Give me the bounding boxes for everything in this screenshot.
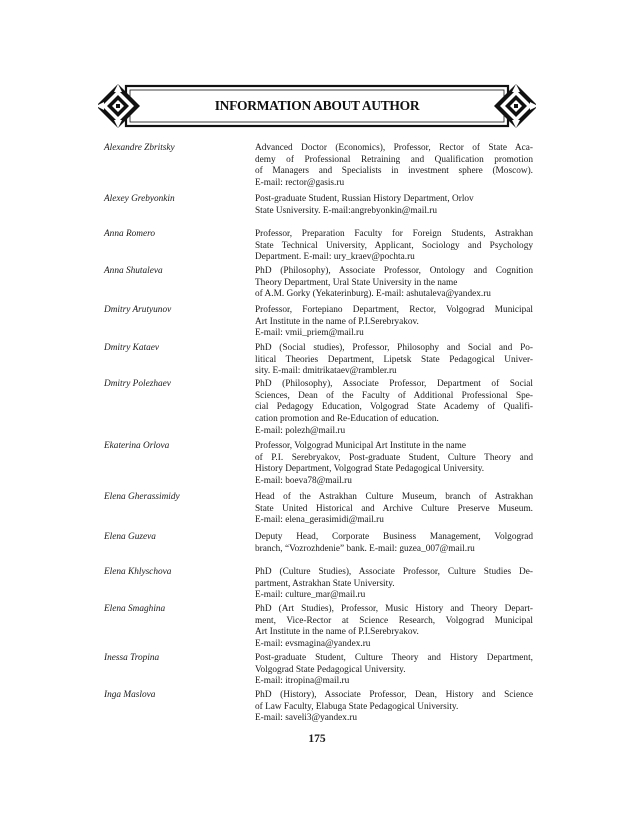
author-name: Ekaterina Orlova (104, 441, 170, 451)
description-line: PhD (Philosophy), Associate Professor, Ontology and Cognition (255, 266, 533, 276)
description-line: E-mail: boeva78@mail.ru (255, 476, 352, 487)
description-line: Volgograd State Pedagogical University. (255, 664, 406, 675)
description-line: State Usniversity. E-mail:angrebyonkin@mail.ru (255, 205, 437, 216)
description-line: E-mail: itropina@mail.ru (255, 676, 350, 687)
author-name: Elena Smaghina (104, 604, 166, 614)
author-name: Elena Guzeva (104, 532, 156, 542)
author-description (255, 492, 533, 527)
description-line: E-mail: saveli3@yandex.ru (255, 713, 358, 724)
author-name: Alexey Grebyonkin (104, 194, 175, 204)
author-name: Inga Maslova (104, 690, 156, 700)
description-line: PhD (Social studies), Professor, Philosophy and Social and Po- (255, 343, 533, 353)
description-line: sity. E-mail: dmitrikataev@rambler.ru (255, 366, 397, 377)
description-line: Post-graduate Student, Culture Theory and History Department, (255, 653, 533, 663)
description-line: Sciences, Dean of the Faculty of Additional Professional Spe- (255, 390, 533, 401)
description-line: of Law Faculty, Elabuga State Pedagogical University. (255, 701, 459, 712)
author-description (255, 229, 533, 264)
author-name: Elena Khlyschova (104, 567, 172, 577)
author-description (255, 532, 533, 555)
author-description (255, 343, 533, 378)
page-number: 175 (308, 733, 326, 745)
description-line: cation promotion and Re-Education of education. (255, 414, 439, 425)
description-line: E-mail: culture_mar@mail.ru (255, 590, 366, 601)
description-line: E-mail: vmii_priem@mail.ru (255, 328, 364, 339)
description-line: Professor, Fortepiano Department, Rector, Volgograd Municipal (255, 305, 533, 315)
description-line: State Technical University, Applicant, Sociology and Psychology (255, 240, 533, 251)
description-line: PhD (Culture Studies), Associate Professor, Culture Studies De- (255, 567, 533, 577)
author-description (255, 194, 533, 217)
description-line: of A.M. Gorky (Yekaterinburg). E-mail: ashutaleva@yandex.ru (255, 289, 491, 300)
description-line: Department. E-mail: ury_kraev@pochta.ru (255, 252, 415, 263)
description-line: E-mail: polezh@mail.ru (255, 425, 346, 436)
description-line: PhD (Art Studies), Professor, Music History and Theory Depart- (255, 604, 533, 614)
author-description (255, 266, 533, 301)
author-description (255, 143, 533, 190)
author-description (255, 379, 533, 438)
description-line: litical Theories Department, Lipetsk State Pedagogical Univer- (255, 354, 533, 365)
description-line: Art Institute in the name of P.I.Serebryakov. (255, 627, 419, 638)
author-name: Dmitry Kataev (104, 343, 159, 353)
author-name: Inessa Tropina (104, 653, 160, 663)
description-line: Post-graduate Student, Russian History Department, Orlov (255, 194, 474, 204)
author-description (255, 690, 533, 725)
description-line: partment, Astrakhan State University. (255, 578, 395, 589)
description-line: Theory Department, Ural State University in the name (255, 277, 458, 288)
description-line: of P.I. Serebryakov, Post-graduate Student, Culture Theory and (255, 452, 533, 463)
description-line: PhD (Philosophy), Associate Professor, Department of Social (255, 379, 533, 389)
author-name: Dmitry Polezhaev (104, 379, 171, 389)
description-line: E-mail: evsmagina@yandex.ru (255, 639, 371, 650)
author-description (255, 653, 533, 688)
author-name: Elena Gherassimidy (104, 492, 180, 502)
description-line: demy of Professional Retraining and Qualification promotion (255, 154, 533, 165)
description-line: Art Institute in the name of P.I.Serebryakov. (255, 316, 419, 327)
author-description (255, 305, 533, 340)
author-name: Alexandre Zbritsky (104, 143, 175, 153)
description-line: ment, Vice-Rector at Science Research, Volgograd Municipal (255, 615, 533, 626)
description-line: Head of the Astrakhan Culture Museum, branch of Astrakhan (255, 492, 533, 502)
author-name: Anna Romero (104, 229, 156, 239)
author-name: Anna Shutaleva (104, 266, 163, 276)
description-line: Professor, Volgograd Municipal Art Institute in the name (255, 441, 467, 451)
description-line: State United Historical and Archive Culture Preserve Museum. (255, 503, 533, 514)
description-line: Professor, Preparation Faculty for Foreign Students, Astrakhan (255, 229, 533, 239)
section-header (98, 78, 536, 134)
author-name: Dmitry Arutyunov (104, 305, 172, 315)
description-line: Advanced Doctor (Economics), Professor, Rector of State Aca- (255, 143, 533, 153)
description-line: cial Pedagogy Education, Volgograd State Academy of Qualifi- (255, 402, 533, 413)
description-line: of Managers and Specialists in investment sphere (Moscow). (255, 166, 533, 177)
description-line: E-mail: elena_gerasimidi@mail.ru (255, 515, 384, 526)
description-line: PhD (History), Associate Professor, Dean, History and Science (255, 690, 533, 700)
page-title: INFORMATION ABOUT AUTHOR (214, 98, 420, 113)
description-line: branch, “Vozrozhdenie” bank. E-mail: guzea_007@mail.ru (255, 543, 475, 554)
description-line: Deputy Head, Corporate Business Management, Volgograd (255, 532, 533, 542)
author-description (255, 441, 533, 488)
description-line: E-mail: rector@gasis.ru (255, 178, 345, 189)
description-line: History Department, Volgograd State Pedagogical University. (255, 464, 485, 475)
author-description (255, 604, 533, 651)
author-description (255, 567, 533, 602)
